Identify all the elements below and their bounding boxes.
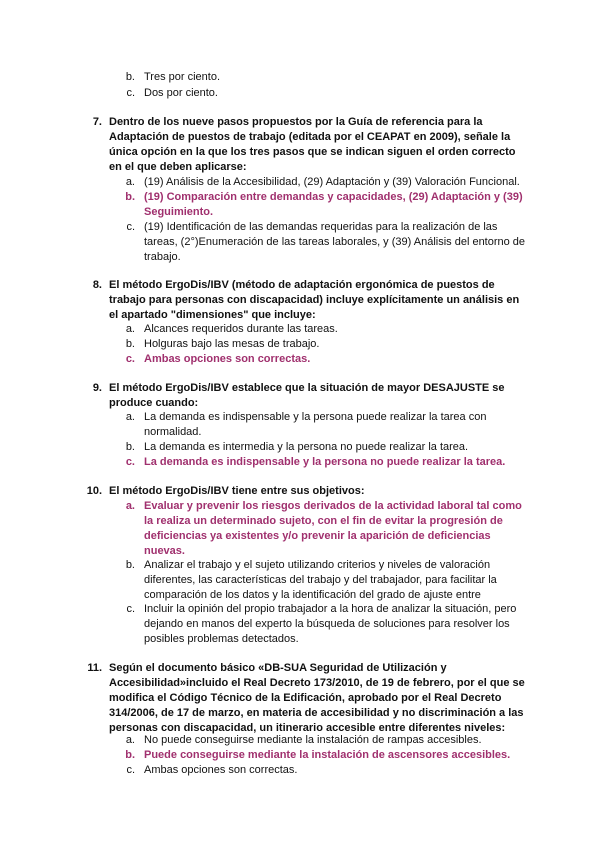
option-letter: a. (125, 500, 135, 512)
option-text: La demanda es intermedia y la persona no puede realizar la tarea. (144, 441, 469, 453)
option-letter: c. (126, 603, 135, 615)
option-text: La demanda es indispensable y la persona no puede realizar la tarea. (144, 456, 506, 468)
option-letter: b. (125, 338, 135, 350)
option-letter: b. (125, 191, 135, 203)
option-text: No puede conseguirse mediante la instalación de rampas accesibles. (144, 734, 482, 746)
option-letter: c. (125, 456, 135, 468)
option-text: Holguras bajo las mesas de trabajo. (144, 338, 320, 350)
option-text: Puede conseguirse mediante la instalación de ascensores accesibles. (144, 749, 511, 761)
option-letter: c. (126, 221, 135, 233)
option-letter: a. (125, 734, 135, 746)
option-letter: b. (125, 749, 135, 761)
option-letter: b. (125, 559, 135, 571)
question-10-number: 10. (86, 485, 102, 497)
option-text: (19) Comparación entre demandas y capacidades, (29) Adaptación y (39) Seguimiento. (144, 191, 523, 218)
option-text: Evaluar y prevenir los riesgos derivados de la actividad laboral tal como la realiza un determinado sujeto, con el fin de evitar la progresión de deficiencias ya existentes y/o prevenir la aparición de deficiencias nuevas. (144, 500, 522, 557)
option-letter: a. (125, 323, 135, 335)
option-text: La demanda es indispensable y la persona puede realizar la tarea con normalidad. (144, 411, 487, 438)
question-7-text: Dentro de los nueve pasos propuestos por la Guía de referencia para la Adaptación de puestos de trabajo (editada por el CEAPAT en 2009), señale la única opción en la que los tres pasos que se indican siguen el orden correcto en el que deben aplicarse: (109, 116, 516, 173)
question-9-number: 9. (92, 382, 102, 394)
option-letter: b. (125, 71, 135, 83)
question-9-text: El método ErgoDis/IBV establece que la situación de mayor DESAJUSTE se produce cuando: (109, 382, 505, 409)
option-text: Ambas opciones son correctas. (144, 764, 298, 776)
option-letter: c. (125, 353, 135, 365)
option-letter: c. (126, 87, 135, 99)
option-letter: a. (125, 176, 135, 188)
option-text: Incluir la opinión del propio trabajador a la hora de analizar la situación, pero dejando en manos del experto la búsqueda de soluciones para resolver los posibles problemas detectados. (144, 603, 517, 645)
question-7-number: 7. (92, 116, 102, 128)
question-11-number: 11. (87, 662, 102, 674)
question-8-number: 8. (92, 279, 102, 291)
option-letter: c. (126, 764, 135, 776)
option-letter: a. (125, 411, 135, 423)
question-10-text: El método ErgoDis/IBV tiene entre sus objetivos: (109, 485, 365, 497)
option-text: Ambas opciones son correctas. (144, 353, 311, 365)
option-text: (19) Análisis de la Accesibilidad, (29) Adaptación y (39) Valoración Funcional. (144, 176, 520, 188)
question-11-text: Según el documento básico «DB-SUA Seguridad de Utilización y Accesibilidad»incluido el Real Decreto 173/2010, de 19 de febrero, por el que se modifica el Código Técnico de la Edificación, aprobado por el Real Decreto 314/2006, de 17 de marzo, en materia de accesibilidad y no discriminación a las personas con discapacidad, un itinerario accesible entre diferentes niveles: (109, 662, 525, 734)
question-8-text: El método ErgoDis/IBV (método de adaptación ergonómica de puestos de trabajo para personas con discapacidad) incluye explícitamente un análisis en el apartado "dimensiones" que incluye: (109, 279, 520, 321)
option-text: Dos por ciento. (144, 87, 218, 99)
option-text: Alcances requeridos durante las tareas. (144, 323, 338, 335)
option-text: Analizar el trabajo y el sujeto utilizando criterios y niveles de valoración diferentes, las características del trabajo y del trabajador, para facilitar la comparación de los datos y la identificación del grado de ajuste entre (144, 559, 497, 601)
option-text: Tres por ciento. (144, 71, 221, 83)
option-letter: b. (125, 441, 135, 453)
option-text: (19) Identificación de las demandas requeridas para la realización de las tareas, (2°)Enumeración de las tareas laborales, y (39) Análisis del entorno de trabajo. (144, 221, 526, 263)
